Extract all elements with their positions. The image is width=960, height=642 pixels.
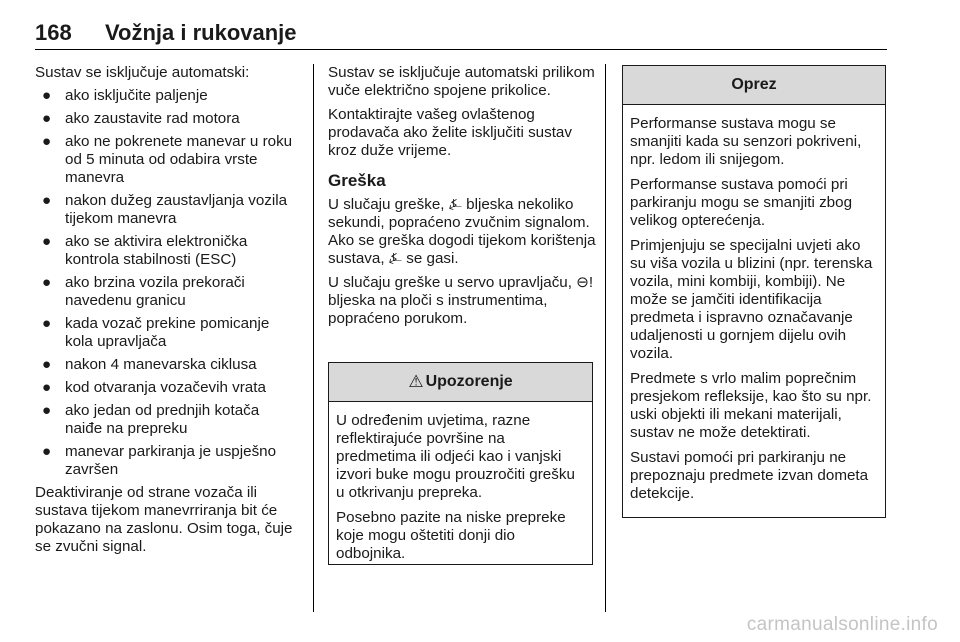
section-heading-fault: Greška xyxy=(328,171,386,190)
list-item-text: kod otvaranja vozačevih vrata xyxy=(65,379,266,396)
list-item xyxy=(35,133,300,187)
column-middle xyxy=(328,64,598,334)
bullet-icon: ● xyxy=(42,315,52,332)
bullet-icon: ● xyxy=(42,379,52,396)
bullet-icon: ● xyxy=(42,87,52,104)
fault-text: U slučaju greške, ⍼ bljeska nekoliko sekundi, popraćeno zvučnim signalom. Ako se greška dogodi tijekom korištenja sustava, ⍼ se gasi. xyxy=(328,196,596,267)
warning-box-title: Upozorenje xyxy=(425,373,513,390)
column-left xyxy=(35,64,300,562)
caution-paragraph: Primjenjuju se specijalni uvjeti ako su viša vozila u blizini (npr. terenska vozila, mini kombiji, kombiji). Ne može se jamčiti identifikacija predmeta i ispravno označavanje udaljenosti u gornjem dijelu ovih vozila. xyxy=(630,237,873,362)
warning-paragraph: U određenim uvjetima, razne reflektirajuće površine na predmetima ili odjeći kao i vanjski izvori buke mogu prouzročiti grešku u otkrivanju prepreka. xyxy=(336,412,575,501)
list-item xyxy=(35,379,300,397)
auto-off-intro: Sustav se isključuje automatski: xyxy=(35,64,250,81)
bullet-icon: ● xyxy=(42,233,52,250)
list-item xyxy=(35,315,300,351)
bullet-icon: ● xyxy=(42,133,52,150)
list-item-text: ako ne pokrenete manevar u roku od 5 minuta od odabira vrste manevra xyxy=(65,133,293,186)
caution-box xyxy=(622,65,886,518)
bullet-icon: ● xyxy=(42,110,52,127)
list-item xyxy=(35,402,300,438)
bullet-icon: ● xyxy=(42,443,52,460)
warning-box-header xyxy=(329,363,592,402)
list-item xyxy=(35,192,300,228)
page-header xyxy=(35,20,887,52)
bullet-icon: ● xyxy=(42,192,52,209)
list-item-text: ako brzina vozila prekorači navedenu granicu xyxy=(65,274,245,309)
list-item xyxy=(35,87,300,105)
bullet-icon: ● xyxy=(42,356,52,373)
caution-paragraph: Performanse sustava mogu se smanjiti kada su senzori pokriveni, npr. ledom ili snijegom. xyxy=(630,115,862,168)
list-item-text: manevar parkiranja je uspješno završen xyxy=(65,443,277,478)
caution-box-body xyxy=(623,105,885,503)
bullet-icon: ● xyxy=(42,402,52,419)
caution-paragraph: Predmete s vrlo malim poprečnim presjekom refleksije, kao što su npr. uski objekti ili mekani materijali, sustav ne može detektirati. xyxy=(630,370,872,441)
list-item xyxy=(35,274,300,310)
list-item-text: ako isključite paljenje xyxy=(65,87,208,104)
list-item-text: ako zaustavite rad motora xyxy=(65,110,240,127)
list-item-text: nakon 4 manevarska ciklusa xyxy=(65,356,257,373)
chapter-title: Vožnja i rukovanje xyxy=(105,20,297,45)
warning-box-body xyxy=(329,402,592,563)
warning-box xyxy=(328,362,593,565)
column-divider-right xyxy=(605,64,606,612)
watermark: carmanualsonline.info xyxy=(746,614,938,635)
caution-box-header: Oprez xyxy=(623,66,885,105)
page-number: 168 xyxy=(35,20,72,45)
warning-paragraph: Posebno pazite na niske prepreke koje mogu oštetiti donji dio odbojnika. xyxy=(336,509,566,562)
header-rule xyxy=(35,49,887,50)
dealer-text: Kontaktirajte vašeg ovlaštenog prodavača ako želite isključiti sustav kroz duže vrijeme. xyxy=(328,106,572,159)
caution-paragraph: Performanse sustava pomoći pri parkiranju mogu se smanjiti zbog velikog opterećenja. xyxy=(630,176,853,229)
list-item-text: kada vozač prekine pomicanje kola upravljača xyxy=(65,315,270,350)
servo-fault-text: U slučaju greške u servo upravljaču, ⊖! bljeska na ploči s instrumentima, popraćeno porukom. xyxy=(328,274,594,327)
list-item-text: nakon dužeg zaustavljanja vozila tijekom manevra xyxy=(65,192,288,227)
auto-off-list xyxy=(35,87,300,479)
list-item xyxy=(35,110,300,128)
list-item-text: ako jedan od prednjih kotača naiđe na prepreku xyxy=(65,402,260,437)
list-item xyxy=(35,443,300,479)
trailer-text: Sustav se isključuje automatski prilikom vuče električno spojene prikolice. xyxy=(328,64,595,99)
deactivation-text: Deaktiviranje od strane vozača ili sustava tijekom manevrriranja bit će pokazano na zaslonu. Osim toga, čuje se zvučni signal. xyxy=(35,484,293,555)
caution-paragraph: Sustavi pomoći pri parkiranju ne prepoznaju predmete izvan dometa detekcije. xyxy=(630,449,869,502)
warning-triangle-icon: ⚠ xyxy=(408,372,424,391)
column-divider-left xyxy=(313,64,314,612)
list-item xyxy=(35,233,300,269)
list-item xyxy=(35,356,300,374)
list-item-text: ako se aktivira elektronička kontrola stabilnosti (ESC) xyxy=(65,233,248,268)
bullet-icon: ● xyxy=(42,274,52,291)
